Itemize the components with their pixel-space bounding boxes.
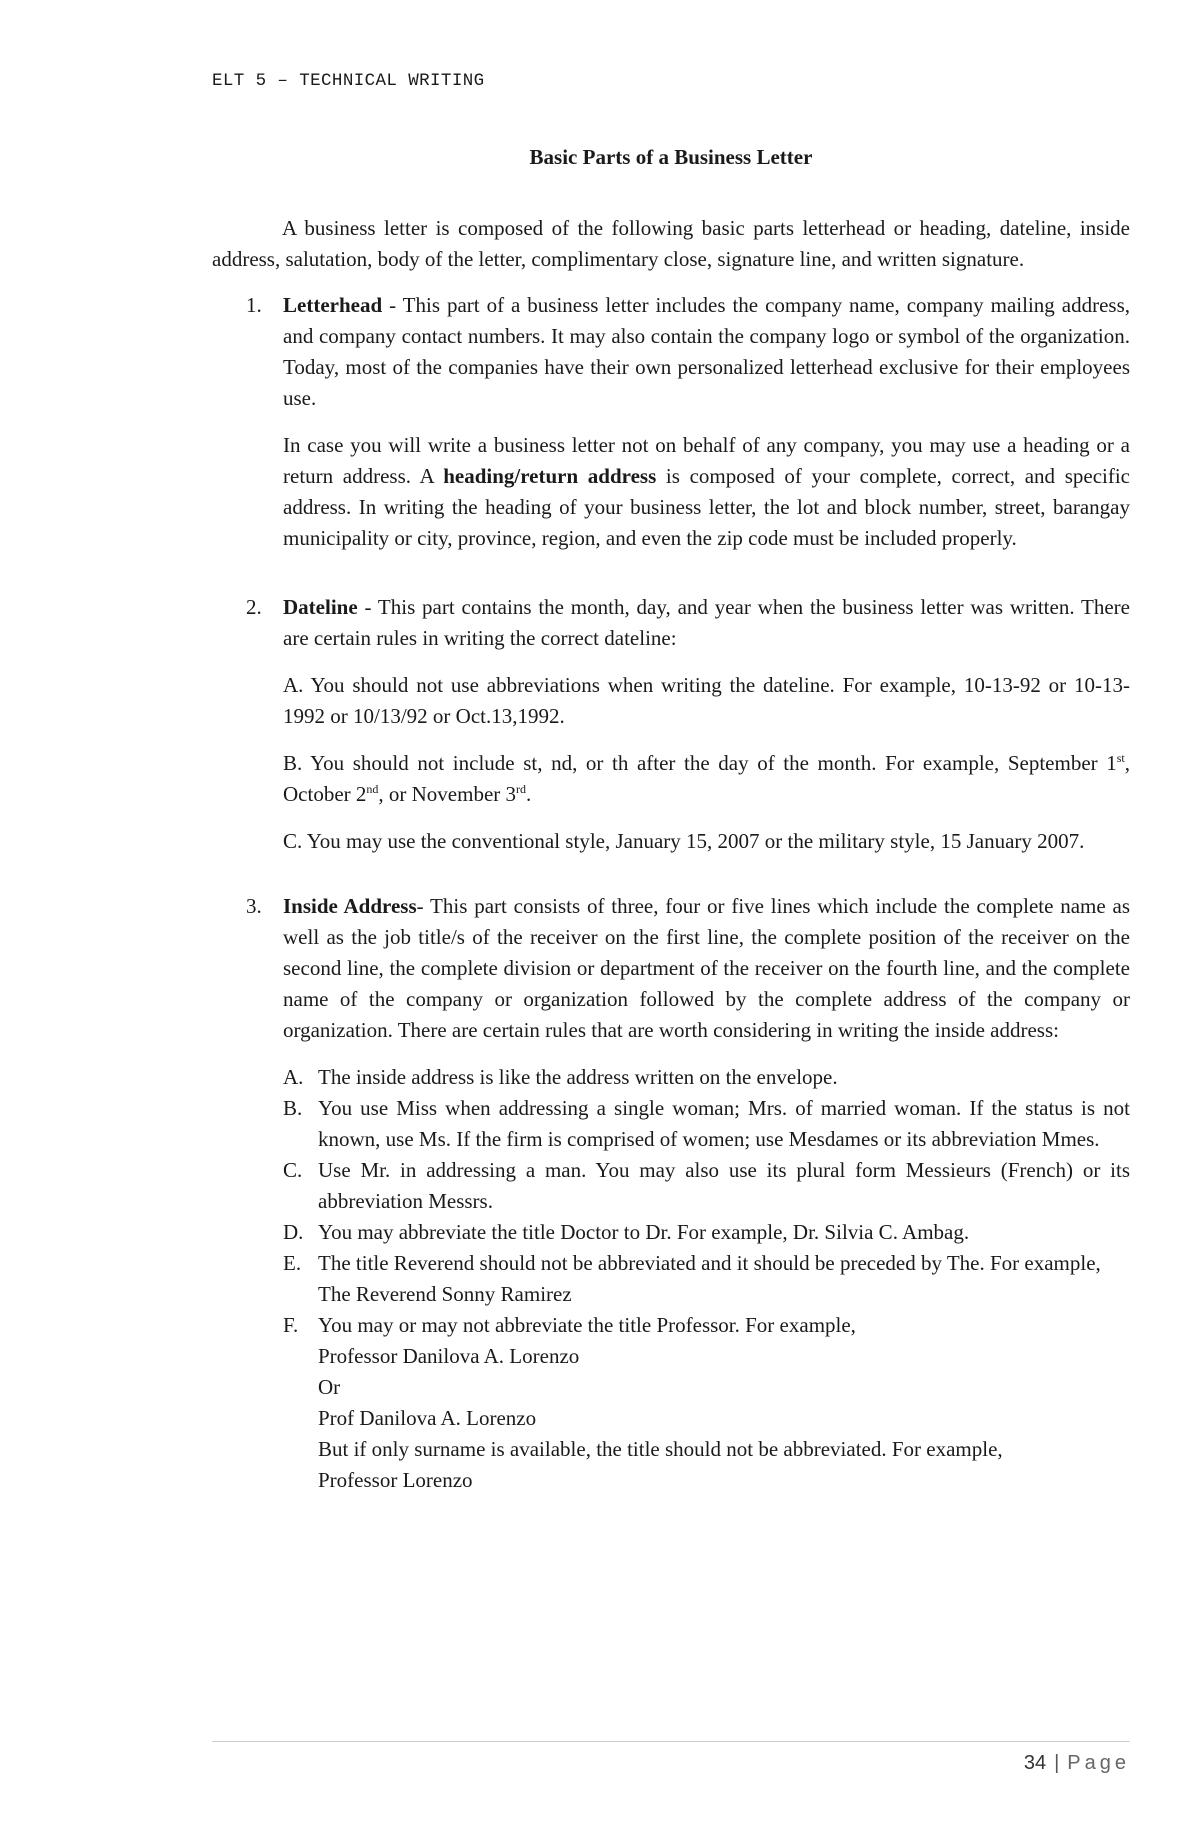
rule-item [283,1093,1130,1155]
rule-item [283,1248,1130,1310]
rule-item [283,1155,1130,1217]
rule-letter: C. [283,1158,303,1182]
dateline-text: - This part contains the month, day, and year when the business letter was written. There are certain rules in writing the correct dateline: [283,595,1130,650]
rule-letter: D. [283,1220,304,1244]
rule-b-text: B. You should not include st, nd, or th after the day of the month. For example, September 1 [283,751,1117,775]
letterhead-paragraph [283,290,1130,414]
inside-address-text: - This part consists of three, four or five lines which include the complete name as well as the job title/s of the receiver on the first line, the complete position of the receiver on the second line, the complete division or department of the receiver on the fourth line, and the complete name of the company or organization followed by the complete address of the company or organization. There are certain rules that are worth considering in writing the inside address: [283,894,1130,1042]
ordinal-suffix: nd [366,782,379,796]
rule-b-text: . [526,782,532,806]
page-footer [1024,1752,1130,1775]
term-inside-address: Inside Address [283,894,417,918]
rule-b-text: , or November 3 [378,782,517,806]
inside-address-paragraph [283,891,1130,1046]
rule-example: The Reverend Sonny Ramirez [318,1282,572,1306]
rule-text: Use Mr. in addressing a man. You may also use its plural form Messieurs (French) or its abbreviation Messrs. [318,1158,1130,1213]
letterhead-text: - This part of a business letter includes the company name, company mailing address, and company contact numbers. It may also contain the company logo or symbol of the organization. Today, most of the companies have their own personalized letterhead exclusive for their employees use. [283,293,1130,410]
term-letterhead: Letterhead [283,293,383,317]
page-number: 34 [1023,1752,1047,1774]
heading-paragraph [283,430,1130,554]
rule-example: Or [318,1375,341,1399]
item-number: 2. [246,595,262,619]
page-title: Basic Parts of a Business Letter [529,145,813,169]
page-label: Page [1067,1752,1130,1774]
dateline-paragraph [283,592,1130,654]
rule-text: The inside address is like the address written on the envelope. [318,1065,838,1089]
rule-text: The title Reverend should not be abbreviated and it should be preceded by The. For example, [318,1251,1101,1275]
rule-example: Professor Lorenzo [318,1468,473,1492]
rule-example: Professor Danilova A. Lorenzo [318,1344,580,1368]
rule-letter: F. [283,1313,299,1337]
term-dateline: Dateline [283,595,358,619]
term-heading-return-address: heading/return address [443,464,657,488]
heading-text-before: In case you will write a business letter not on behalf of any company, you may use a heading or a return address. A [283,433,1130,488]
rule-text: You may or may not abbreviate the title Professor. For example, [318,1313,856,1337]
rule-example: But if only surname is available, the title should not be abbreviated. For example, [318,1437,1003,1461]
list-item-letterhead [212,290,1130,554]
dateline-rule-a: A. You should not use abbreviations when writing the dateline. For example, 10-13-92 or 10-13-1992 or 10/13/92 or Oct.13,1992. [283,673,1130,728]
rule-letter: B. [283,1096,303,1120]
dateline-rule-c: C. You may use the conventional style, January 15, 2007 or the military style, 15 January 2007. [283,829,1085,853]
item-number: 1. [246,293,262,317]
footer-divider [212,1741,1130,1742]
rule-item [283,1310,1130,1496]
list-item-dateline [212,592,1130,857]
ordinal-suffix: st [1116,751,1125,765]
rule-example: Prof Danilova A. Lorenzo [318,1406,537,1430]
rule-letter: E. [283,1251,302,1275]
inside-address-rules [283,1062,1130,1496]
rule-text: You use Miss when addressing a single woman; Mrs. of married woman. If the status is not known, use Ms. If the firm is comprised of women; use Mesdames or its abbreviation Mmes. [318,1096,1130,1151]
rule-item [283,1062,1130,1093]
ordinal-suffix: rd [516,782,527,796]
heading-text-after: is composed of your complete, correct, and specific address. In writing the heading of your business letter, the lot and block number, street, barangay municipality or city, province, region, and even the zip code must be included properly. [283,464,1130,550]
list-item-inside-address [212,891,1130,1496]
footer-separator: | [1054,1752,1060,1774]
item-number: 3. [246,894,262,918]
rule-item [283,1217,1130,1248]
rule-text: You may abbreviate the title Doctor to Dr. For example, Dr. Silvia C. Ambag. [318,1220,970,1244]
dateline-rule-b [283,748,1130,810]
intro-paragraph: A business letter is composed of the following basic parts letterhead or heading, dateline, inside address, salutation, body of the letter, complimentary close, signature line, and written signature. [212,216,1130,271]
running-header: ELT 5 – TECHNICAL WRITING [212,71,485,91]
rule-b-text: , October 2 [283,751,1130,806]
rule-letter: A. [283,1065,304,1089]
page-content [212,142,1130,1512]
